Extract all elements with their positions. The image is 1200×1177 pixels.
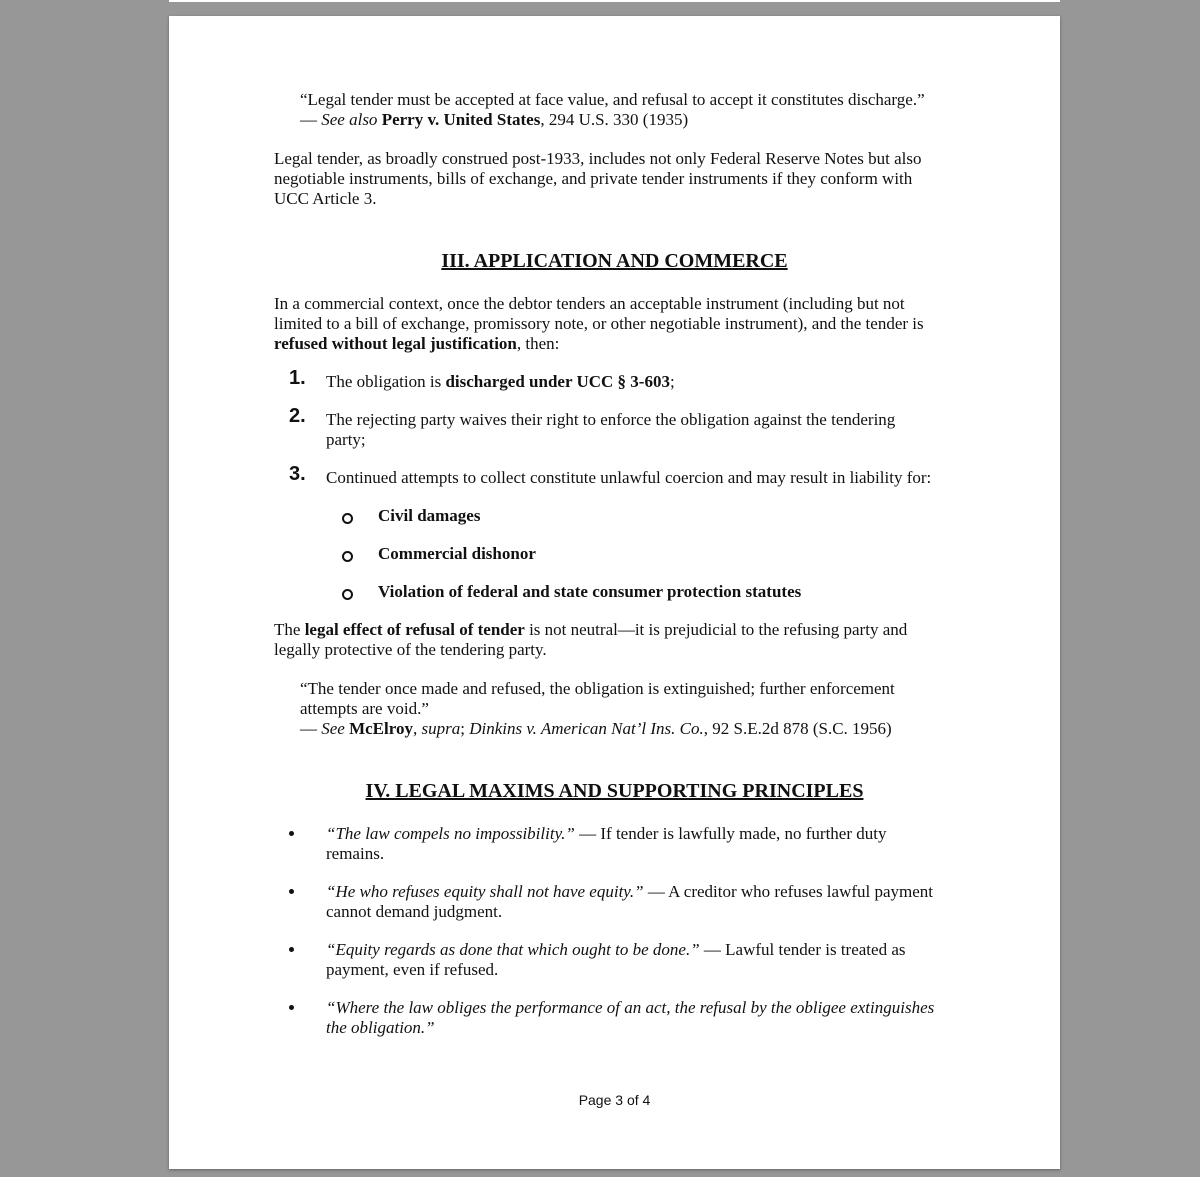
hollow-bullet-icon	[342, 551, 353, 562]
quote-citation-perry: — See also Perry v. United States, 294 U.S. 330 (1935)	[300, 110, 689, 129]
list-item-2-line1: The rejecting party waives their right to enforce the obligation against the tendering	[326, 410, 896, 429]
maxim-3-line1: “Equity regards as done that which ought to be done.” — Lawful tender is treated as	[326, 940, 906, 959]
quote-legal-tender: “Legal tender must be accepted at face value, and refusal to accept it constitutes discharge.”	[300, 90, 925, 109]
maxim-1-line2: remains.	[326, 844, 385, 863]
maxim-2-line2: cannot demand judgment.	[326, 902, 503, 921]
bullet-icon	[289, 1005, 294, 1010]
sub-item-civil-damages: Civil damages	[378, 506, 481, 525]
sub-item-commercial-dishonor: Commercial dishonor	[378, 544, 536, 563]
maxim-4-line2: the obligation.”	[326, 1018, 435, 1037]
paragraph-legal-tender-line3: UCC Article 3.	[274, 189, 377, 208]
sub-item-statute-violation: Violation of federal and state consumer protection statutes	[378, 582, 802, 601]
paragraph-legal-tender-line2: negotiable instruments, bills of exchange, and private tender instruments if they conform with	[274, 169, 913, 188]
list-item-2-line2: party;	[326, 430, 366, 449]
hollow-bullet-icon	[342, 513, 353, 524]
page-number: Page 3 of 4	[578, 1092, 651, 1108]
legal-effect-line1: The legal effect of refusal of tender is not neutral—it is prejudicial to the refusing party and	[274, 620, 908, 639]
maxim-2-line1: “He who refuses equity shall not have equity.” — A creditor who refuses lawful payment	[326, 882, 934, 901]
quote-citation-mcelroy: — See McElroy, supra; Dinkins v. American Nat’l Ins. Co., 92 S.E.2d 878 (S.C. 1956)	[300, 719, 892, 738]
quote-tender-refused-line2: attempts are void.”	[300, 699, 429, 718]
bullet-icon	[289, 831, 294, 836]
previous-page-edge	[169, 0, 1060, 2]
maxim-3-line2: payment, even if refused.	[326, 960, 499, 979]
section-iii-intro-line2: limited to a bill of exchange, promissory note, or other negotiable instrument), and the tender is	[274, 314, 924, 333]
list-number-1: 1.	[289, 367, 306, 389]
bullet-icon	[289, 947, 294, 952]
list-number-3: 3.	[289, 463, 306, 485]
section-iii-intro-line3: refused without legal justification, then:	[274, 334, 560, 353]
section-iii-heading: III. APPLICATION AND COMMERCE	[441, 250, 788, 272]
maxim-1-line1: “The law compels no impossibility.” — If tender is lawfully made, no further duty	[326, 824, 887, 843]
legal-effect-line2: legally protective of the tendering party.	[274, 640, 547, 659]
list-item-3: Continued attempts to collect constitute unlawful coercion and may result in liability for:	[326, 468, 932, 487]
bullet-icon	[289, 889, 294, 894]
section-iii-intro-line1: In a commercial context, once the debtor tenders an acceptable instrument (including but not	[274, 294, 905, 313]
hollow-bullet-icon	[342, 589, 353, 600]
quote-tender-refused-line1: “The tender once made and refused, the obligation is extinguished; further enforcement	[300, 679, 895, 698]
section-iv-heading: IV. LEGAL MAXIMS AND SUPPORTING PRINCIPLES	[365, 780, 864, 802]
list-item-1: The obligation is discharged under UCC § 3-603;	[326, 372, 675, 391]
paragraph-legal-tender-line1: Legal tender, as broadly construed post-1933, includes not only Federal Reserve Notes but also	[274, 149, 922, 168]
document-page	[169, 16, 1060, 1169]
list-number-2: 2.	[289, 405, 306, 427]
maxim-4-line1: “Where the law obliges the performance of an act, the refusal by the obligee extinguishes	[326, 998, 935, 1017]
